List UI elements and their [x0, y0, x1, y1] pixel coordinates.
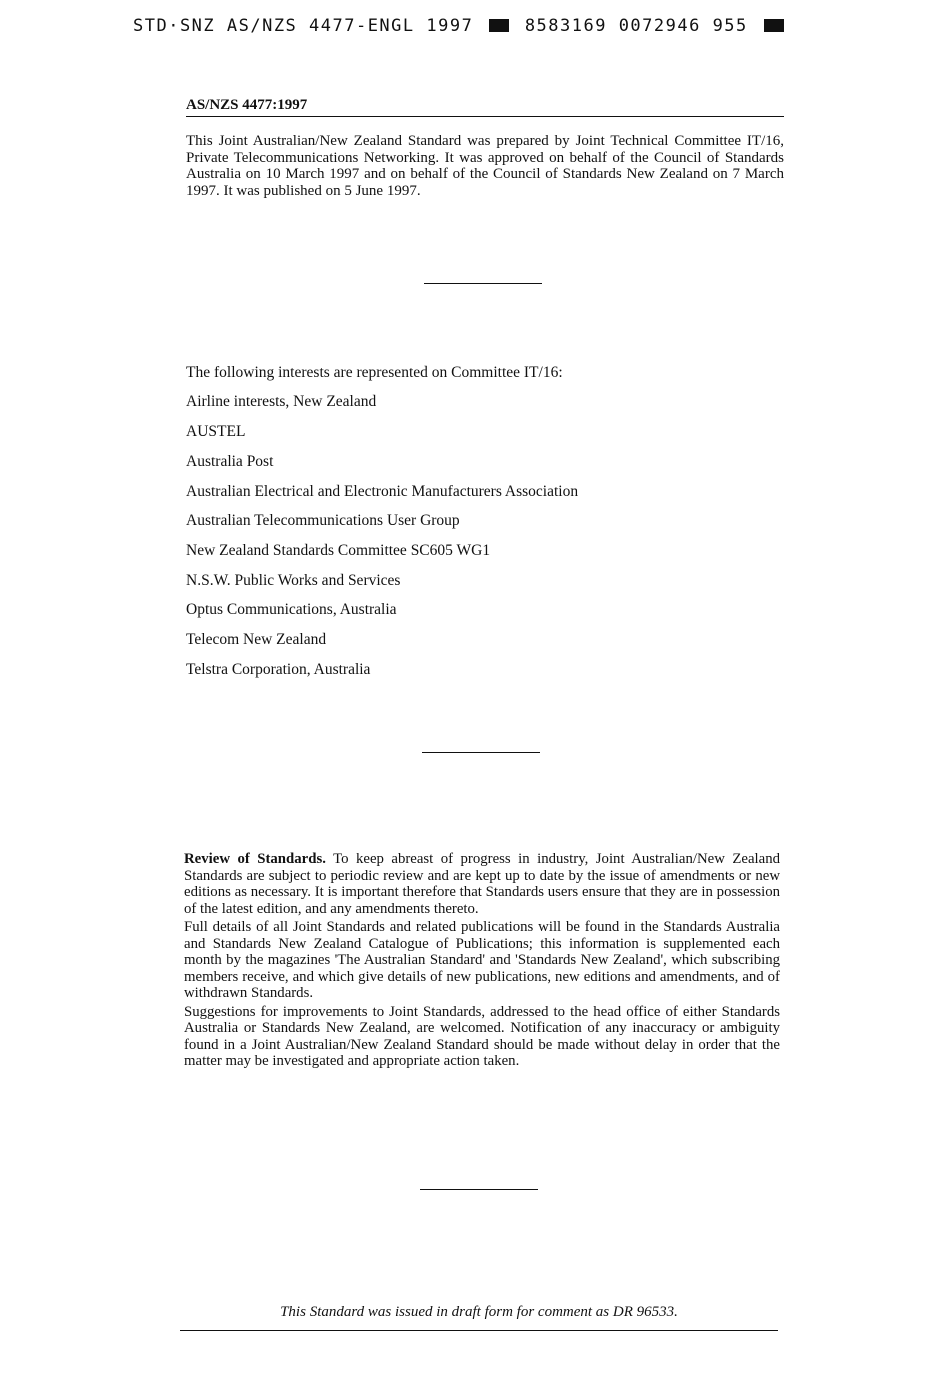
committee-intro: The following interests are represented on Committee IT/16: [186, 364, 563, 381]
footer-rule [180, 1330, 778, 1331]
review-of-standards [184, 851, 780, 1072]
list-item: Australia Post [186, 453, 274, 470]
document-header-code [133, 16, 788, 36]
list-item: Airline interests, New Zealand [186, 393, 377, 410]
approval-paragraph: This Joint Australian/New Zealand Standard was prepared by Joint Technical Committee IT/16, Private Telecommunications Networking. It was approved on behalf of the Council of Standards Australia on 10 March 1997 and on behalf of the Council of Standards New Zealand on 7 March 1997. It was published on 5 June 1997. [186, 133, 784, 199]
draft-note: This Standard was issued in draft form for comment as DR 96533. [280, 1304, 678, 1320]
document-id: AS/NZS 4477:1997 [186, 97, 784, 117]
list-item: AUSTEL [186, 423, 246, 440]
section-divider [422, 752, 540, 753]
header-code-part-1: STD·SNZ AS/NZS 4477-ENGL 1997 [133, 16, 474, 36]
header-code-part-2: 8583169 0072946 955 [524, 16, 748, 36]
barcode-block-icon [764, 19, 784, 32]
list-item: N.S.W. Public Works and Services [186, 572, 401, 589]
review-text: To keep abreast of progress in industry, Joint Australian/New Zealand Standards are subject to periodic review and are kept up to date by the issue of amendments or new editions as necessary. It is important therefore that Standards users ensure that they are in possession of the latest edition, and any amendments thereto. [184, 851, 780, 917]
list-item: Australian Telecommunications User Group [186, 512, 460, 529]
barcode-block-icon [489, 19, 509, 32]
list-item: Australian Electrical and Electronic Manufacturers Association [186, 483, 579, 500]
list-item: Telstra Corporation, Australia [186, 661, 371, 678]
list-item: Telecom New Zealand [186, 631, 327, 648]
list-item: Optus Communications, Australia [186, 601, 397, 618]
review-paragraph: Full details of all Joint Standards and related publications will be found in the Standards Australia and Standards New Zealand Catalogue of Publications; this information is supplemented each month by the magazines 'The Australian Standard' and 'Standards New Zealand', which subscribing members receive, and which give details of new publications, new editions and amendments, and of withdrawn Standards. [184, 919, 780, 1001]
section-divider [424, 283, 542, 284]
review-heading: Review of Standards. [184, 851, 326, 867]
list-item: New Zealand Standards Committee SC605 WG1 [186, 542, 491, 559]
section-divider [420, 1189, 538, 1190]
review-paragraph [184, 851, 780, 917]
review-paragraph: Suggestions for improvements to Joint Standards, addressed to the head office of either Standards Australia or Standards New Zealand, are welcomed. Notification of any inaccuracy or ambiguity found in a Joint Australian/New Zealand Standard should be made without delay in order that the matter may be investigated and appropriate action taken. [184, 1003, 780, 1069]
